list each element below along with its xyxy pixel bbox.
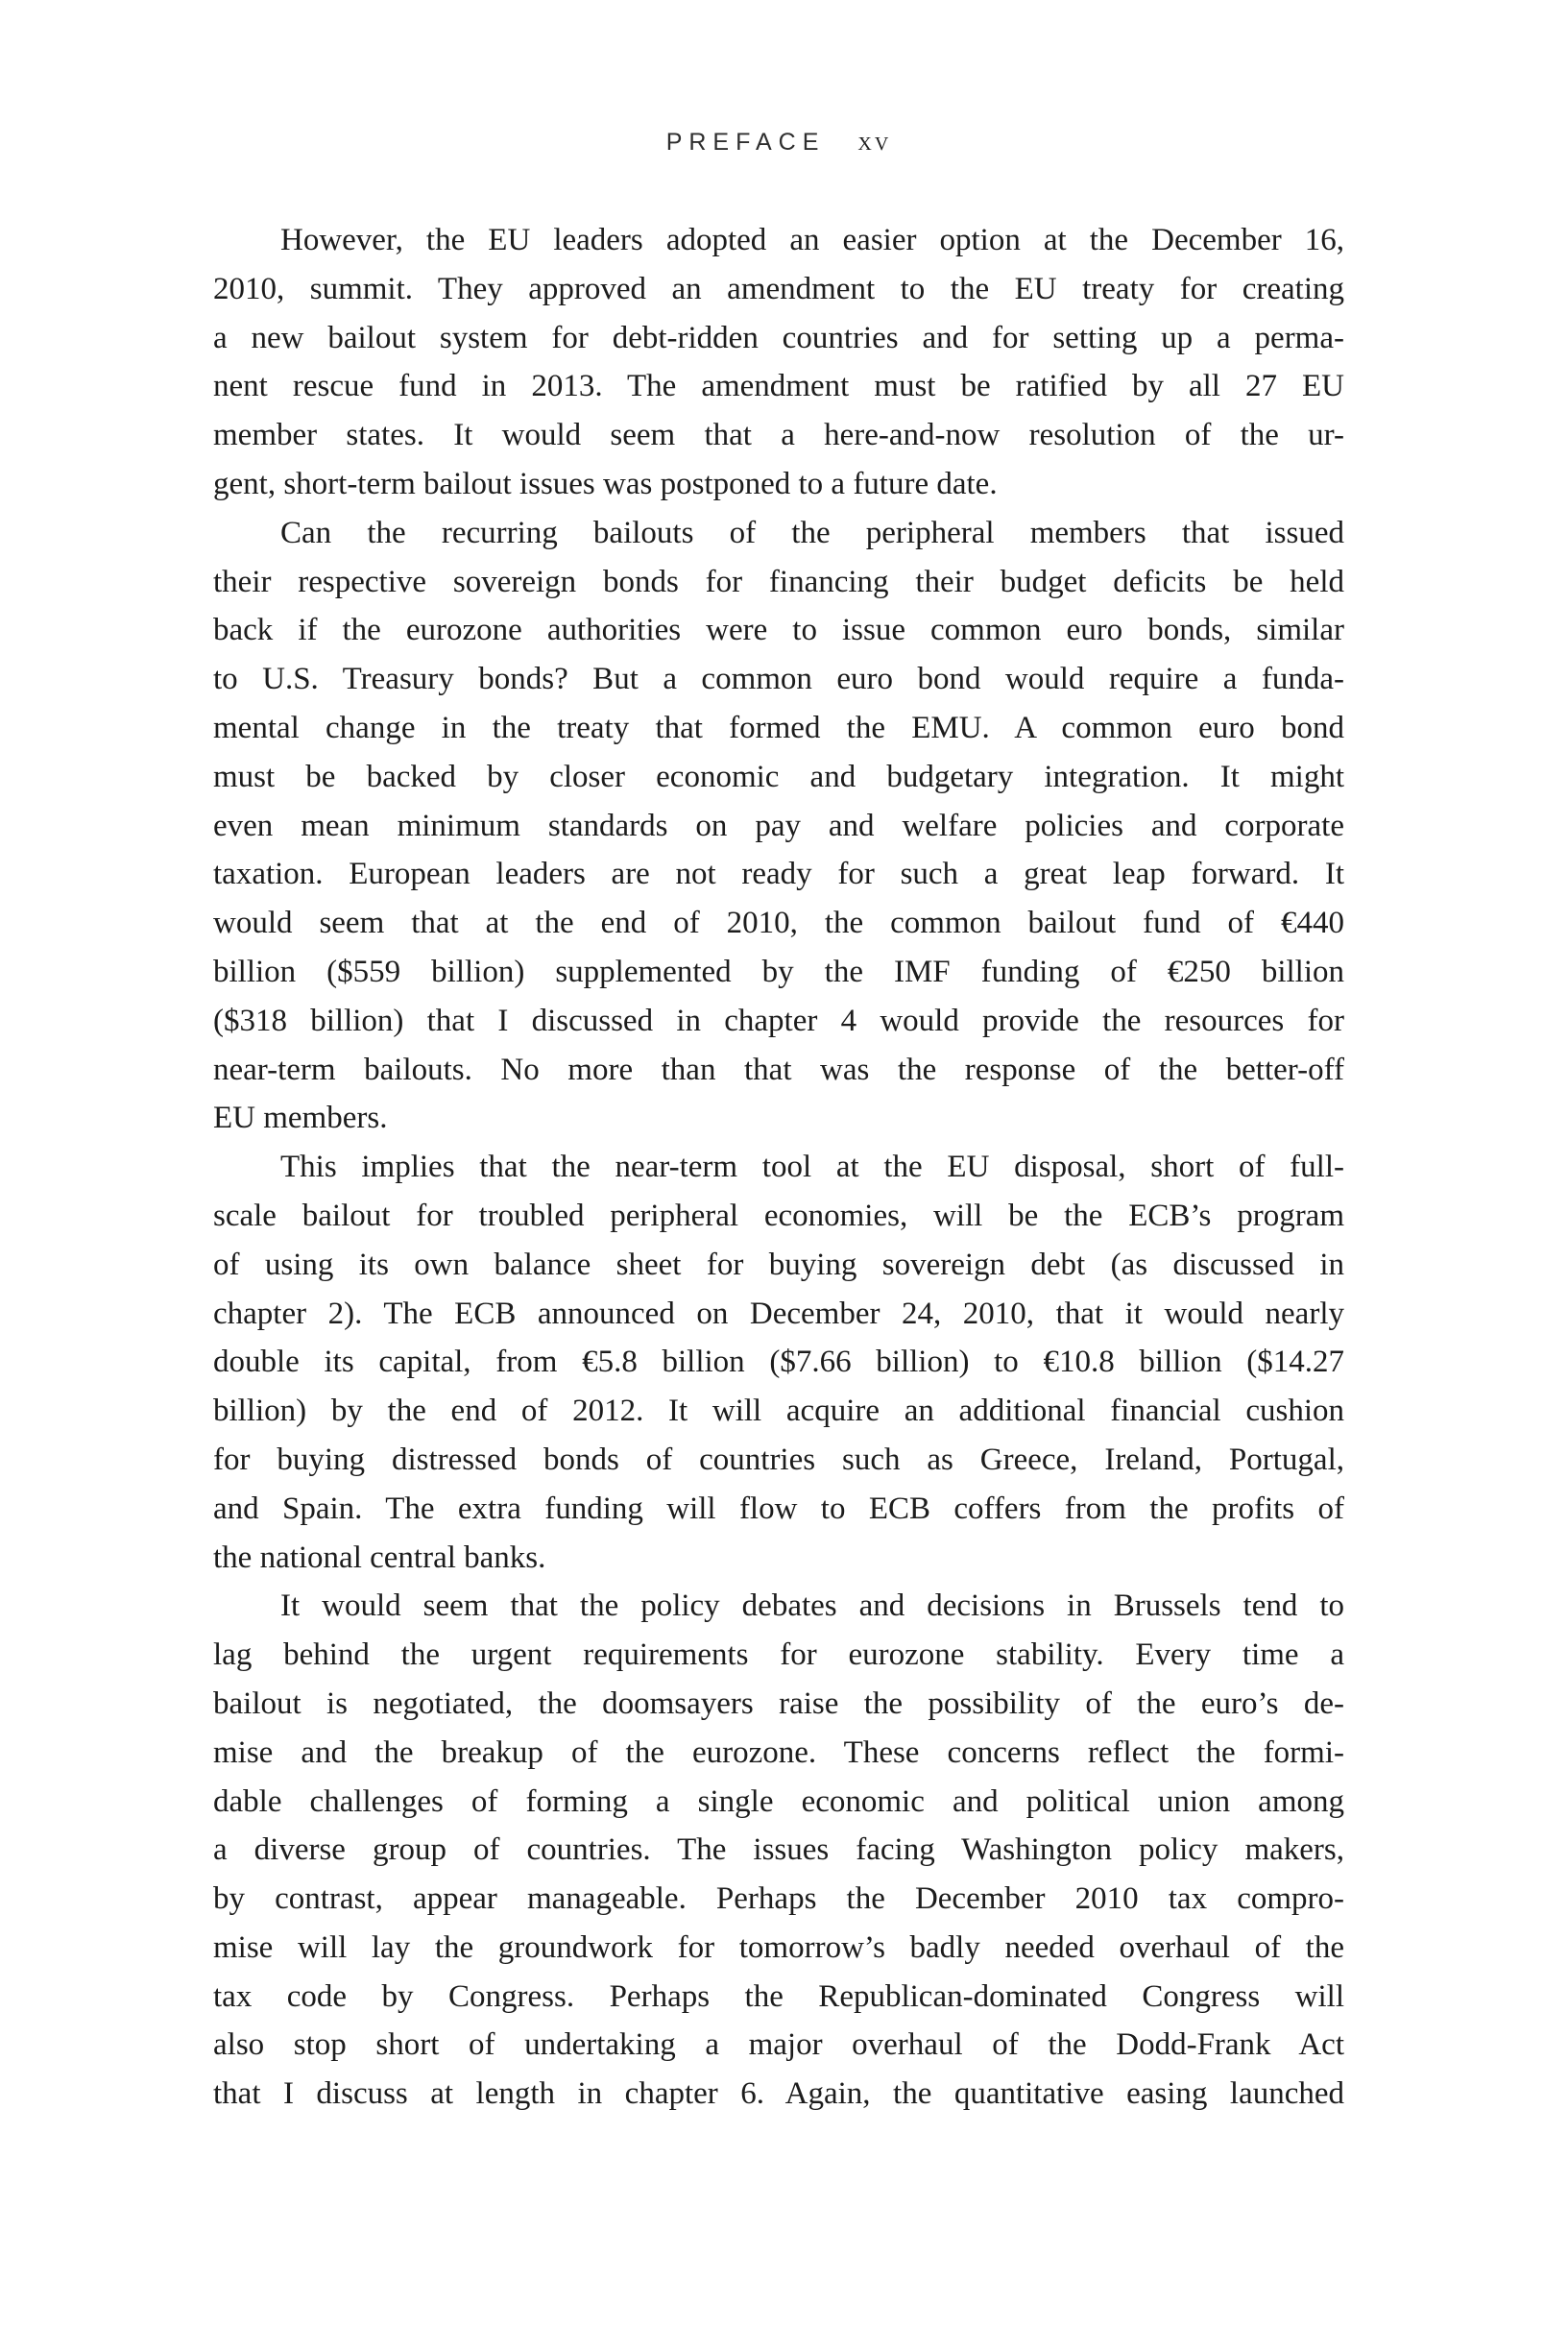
paragraph	[213, 216, 1344, 509]
text-line: gent, short-term bailout issues was postponed to a future date.	[213, 466, 998, 501]
running-head	[213, 126, 1344, 158]
text-line: that I discuss at length in chapter 6. Again, the quantitative easing launched	[213, 2076, 1344, 2112]
text-line: mise and the breakup of the eurozone. These concerns reflect the formi-	[213, 1734, 1344, 1770]
text-line: EU members.	[213, 1101, 388, 1136]
text-line: also stop short of undertaking a major overhaul of the Dodd-Frank Act	[213, 2027, 1344, 2063]
text-line: This implies that the near-term tool at the EU disposal, short of full-	[280, 1150, 1344, 1185]
paragraph	[213, 509, 1344, 1143]
running-head-title: PREFACE	[665, 129, 826, 156]
text-line: member states. It would seem that a here-and-now resolution of the ur-	[213, 418, 1344, 453]
page-number: xv	[857, 126, 892, 157]
text-line: tax code by Congress. Perhaps the Republican-dominated Congress will	[213, 1978, 1344, 2014]
text-line: even mean minimum standards on pay and welfare policies and corporate	[213, 808, 1344, 843]
text-line: billion) by the end of 2012. It will acquire an additional financial cushion	[213, 1394, 1344, 1429]
text-line: bailout is negotiated, the doomsayers raise the possibility of the euro’s de-	[213, 1685, 1344, 1721]
text-line: by contrast, appear manageable. Perhaps the December 2010 tax compro-	[213, 1881, 1344, 1917]
text-line: 2010, summit. They approved an amendment to the EU treaty for creating	[213, 271, 1344, 306]
text-line: Can the recurring bailouts of the peripheral members that issued	[280, 515, 1344, 550]
text-line: double its capital, from €5.8 billion ($7.66 billion) to €10.8 billion ($14.27	[213, 1345, 1344, 1380]
text-line: their respective sovereign bonds for financing their budget deficits be held	[213, 564, 1344, 599]
text-line: nent rescue fund in 2013. The amendment must be ratified by all 27 EU	[213, 369, 1344, 404]
text-line: It would seem that the policy debates and decisions in Brussels tend to	[280, 1588, 1344, 1624]
text-line: a new bailout system for debt-ridden countries and for setting up a perma-	[213, 320, 1344, 355]
text-line: billion ($559 billion) supplemented by the IMF funding of €250 billion	[213, 954, 1344, 989]
text-line: back if the eurozone authorities were to issue common euro bonds, similar	[213, 613, 1344, 648]
text-line: of using its own balance sheet for buying sovereign debt (as discussed in	[213, 1247, 1344, 1282]
text-line: dable challenges of forming a single economic and political union among	[213, 1783, 1344, 1819]
text-line: a diverse group of countries. The issues facing Washington policy makers,	[213, 1832, 1344, 1868]
text-line: must be backed by closer economic and budgetary integration. It might	[213, 759, 1344, 794]
text-line: lag behind the urgent requirements for eurozone stability. Every time a	[213, 1637, 1344, 1673]
paragraph	[213, 1143, 1344, 1582]
text-line: would seem that at the end of 2010, the common bailout fund of €440	[213, 906, 1344, 941]
text-line: mise will lay the groundwork for tomorrow’s badly needed overhaul of the	[213, 1929, 1344, 1965]
body-text	[213, 216, 1344, 2119]
text-line: the national central banks.	[213, 1540, 546, 1575]
text-line: chapter 2). The ECB announced on December 24, 2010, that it would nearly	[213, 1296, 1344, 1331]
text-line: near-term bailouts. No more than that was the response of the better-off	[213, 1052, 1344, 1087]
paragraph	[213, 1582, 1344, 2119]
text-line: taxation. European leaders are not ready for such a great leap forward. It	[213, 857, 1344, 892]
text-line: scale bailout for troubled peripheral economies, will be the ECB’s program	[213, 1198, 1344, 1233]
text-line: to U.S. Treasury bonds? But a common euro bond would require a funda-	[213, 662, 1344, 697]
text-line: mental change in the treaty that formed the EMU. A common euro bond	[213, 710, 1344, 745]
text-line: ($318 billion) that I discussed in chapter 4 would provide the resources for	[213, 1003, 1344, 1038]
text-line: However, the EU leaders adopted an easier option at the December 16,	[280, 223, 1344, 257]
text-line: for buying distressed bonds of countries such as Greece, Ireland, Portugal,	[213, 1442, 1344, 1477]
text-line: and Spain. The extra funding will flow to ECB coffers from the profits of	[213, 1491, 1344, 1526]
